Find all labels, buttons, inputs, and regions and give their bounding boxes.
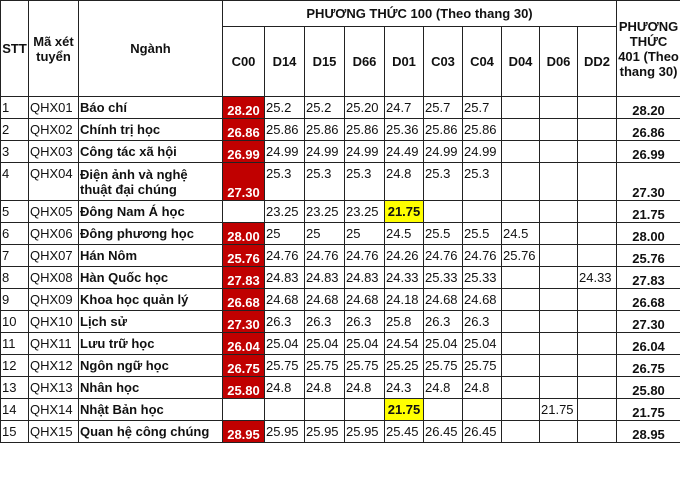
score-d06 <box>540 97 578 119</box>
table-row <box>1 97 680 119</box>
score-d01: 24.3 <box>385 377 424 399</box>
score-c04: 25.04 <box>463 333 502 355</box>
score-d15: 24.76 <box>305 245 345 267</box>
score-dd2 <box>578 421 617 443</box>
row-major-name: Đông phương học <box>79 223 223 245</box>
score-c04: 26.45 <box>463 421 502 443</box>
score-d04 <box>502 311 540 333</box>
score-method-401: 26.75 <box>617 355 680 377</box>
row-stt: 9 <box>1 289 29 311</box>
row-code: QHX11 <box>29 333 79 355</box>
score-c00: 28.20 <box>223 97 265 119</box>
score-c03 <box>424 399 463 421</box>
row-code: QHX14 <box>29 399 79 421</box>
score-d14: 25.75 <box>265 355 305 377</box>
score-d01: 21.75 <box>385 201 424 223</box>
row-stt: 8 <box>1 267 29 289</box>
score-d15: 25 <box>305 223 345 245</box>
score-d14: 24.99 <box>265 141 305 163</box>
score-c03: 25.3 <box>424 163 463 201</box>
score-c03: 25.86 <box>424 119 463 141</box>
score-d01: 24.7 <box>385 97 424 119</box>
row-stt: 14 <box>1 399 29 421</box>
score-method-401: 26.86 <box>617 119 680 141</box>
score-d66: 24.83 <box>345 267 385 289</box>
score-d01: 24.26 <box>385 245 424 267</box>
score-d01: 24.49 <box>385 141 424 163</box>
score-d14: 25.95 <box>265 421 305 443</box>
score-c03: 24.68 <box>424 289 463 311</box>
row-major-name: Nhật Bản học <box>79 399 223 421</box>
score-d14: 25 <box>265 223 305 245</box>
score-c00 <box>223 201 265 223</box>
score-method-401: 28.00 <box>617 223 680 245</box>
score-d04 <box>502 201 540 223</box>
row-code: QHX09 <box>29 289 79 311</box>
score-d04: 25.76 <box>502 245 540 267</box>
score-d15: 25.04 <box>305 333 345 355</box>
score-c00: 25.76 <box>223 245 265 267</box>
row-code: QHX05 <box>29 201 79 223</box>
score-c00: 26.68 <box>223 289 265 311</box>
score-d01: 24.33 <box>385 267 424 289</box>
score-d06 <box>540 421 578 443</box>
score-d66: 24.68 <box>345 289 385 311</box>
score-method-401: 26.04 <box>617 333 680 355</box>
score-c00: 27.30 <box>223 311 265 333</box>
score-d06 <box>540 163 578 201</box>
score-method-401: 27.30 <box>617 163 680 201</box>
score-d04 <box>502 421 540 443</box>
table-row <box>1 311 680 333</box>
score-method-401: 25.80 <box>617 377 680 399</box>
row-code: QHX13 <box>29 377 79 399</box>
score-c03: 24.99 <box>424 141 463 163</box>
score-d06 <box>540 267 578 289</box>
score-d01: 24.18 <box>385 289 424 311</box>
score-c03: 25.33 <box>424 267 463 289</box>
score-c03: 25.04 <box>424 333 463 355</box>
score-d15: 24.99 <box>305 141 345 163</box>
score-d01: 24.54 <box>385 333 424 355</box>
header-code: Mã xét tuyển <box>29 1 79 97</box>
score-dd2: 24.33 <box>578 267 617 289</box>
header-block-d66: D66 <box>345 27 385 97</box>
score-d04 <box>502 119 540 141</box>
header-block-dd2: DD2 <box>578 27 617 97</box>
score-d15: 24.8 <box>305 377 345 399</box>
score-d04 <box>502 97 540 119</box>
score-d14: 24.83 <box>265 267 305 289</box>
score-c03: 25.7 <box>424 97 463 119</box>
score-c04: 25.86 <box>463 119 502 141</box>
score-d66: 26.3 <box>345 311 385 333</box>
row-major-name: Công tác xã hội <box>79 141 223 163</box>
score-d66 <box>345 399 385 421</box>
score-d04 <box>502 141 540 163</box>
score-d66: 23.25 <box>345 201 385 223</box>
score-method-401: 21.75 <box>617 201 680 223</box>
score-d15: 24.68 <box>305 289 345 311</box>
header-block-c04: C04 <box>463 27 502 97</box>
score-c00: 26.75 <box>223 355 265 377</box>
score-dd2 <box>578 377 617 399</box>
score-d01: 25.36 <box>385 119 424 141</box>
table-row <box>1 421 680 443</box>
row-major-name: Đông Nam Á học <box>79 201 223 223</box>
row-code: QHX06 <box>29 223 79 245</box>
score-d15: 23.25 <box>305 201 345 223</box>
score-d14: 25.04 <box>265 333 305 355</box>
score-d66: 25.04 <box>345 333 385 355</box>
score-d14: 25.3 <box>265 163 305 201</box>
score-d66: 24.99 <box>345 141 385 163</box>
score-method-401: 28.95 <box>617 421 680 443</box>
row-code: QHX07 <box>29 245 79 267</box>
header-block-d15: D15 <box>305 27 345 97</box>
row-major-name: Quan hệ công chúng <box>79 421 223 443</box>
row-code: QHX10 <box>29 311 79 333</box>
score-d04 <box>502 289 540 311</box>
score-c00: 26.86 <box>223 119 265 141</box>
row-major-name: Điện ảnh và nghệ thuật đại chúng <box>79 163 223 201</box>
table-row <box>1 399 680 421</box>
score-d66: 25.75 <box>345 355 385 377</box>
header-major: Ngành <box>79 1 223 97</box>
score-c04: 25.75 <box>463 355 502 377</box>
score-d15 <box>305 399 345 421</box>
header-method-100: PHƯƠNG THỨC 100 (Theo thang 30) <box>223 1 617 27</box>
score-d14 <box>265 399 305 421</box>
score-c00 <box>223 399 265 421</box>
score-c03: 26.3 <box>424 311 463 333</box>
row-stt: 12 <box>1 355 29 377</box>
row-major-name: Lịch sử <box>79 311 223 333</box>
score-d66: 25.95 <box>345 421 385 443</box>
score-dd2 <box>578 163 617 201</box>
row-code: QHX15 <box>29 421 79 443</box>
score-d01: 24.5 <box>385 223 424 245</box>
score-c03: 24.76 <box>424 245 463 267</box>
score-d15: 25.95 <box>305 421 345 443</box>
score-dd2 <box>578 97 617 119</box>
row-stt: 13 <box>1 377 29 399</box>
score-method-401: 26.99 <box>617 141 680 163</box>
table-row <box>1 355 680 377</box>
score-method-401: 21.75 <box>617 399 680 421</box>
score-c04: 25.3 <box>463 163 502 201</box>
row-code: QHX08 <box>29 267 79 289</box>
row-stt: 11 <box>1 333 29 355</box>
score-dd2 <box>578 333 617 355</box>
row-major-name: Hán Nôm <box>79 245 223 267</box>
score-dd2 <box>578 119 617 141</box>
score-c04: 25.5 <box>463 223 502 245</box>
row-major-name: Nhân học <box>79 377 223 399</box>
header-block-d06: D06 <box>540 27 578 97</box>
header-block-d04: D04 <box>502 27 540 97</box>
table-row <box>1 141 680 163</box>
score-c04 <box>463 399 502 421</box>
table-row <box>1 289 680 311</box>
score-d06 <box>540 311 578 333</box>
score-d15: 25.2 <box>305 97 345 119</box>
score-c00: 26.99 <box>223 141 265 163</box>
score-c04: 25.7 <box>463 97 502 119</box>
score-dd2 <box>578 223 617 245</box>
score-d14: 25.86 <box>265 119 305 141</box>
score-c04 <box>463 201 502 223</box>
row-stt: 1 <box>1 97 29 119</box>
row-code: QHX03 <box>29 141 79 163</box>
score-c00: 25.80 <box>223 377 265 399</box>
header-stt: STT <box>1 1 29 97</box>
row-code: QHX04 <box>29 163 79 201</box>
score-c00: 28.00 <box>223 223 265 245</box>
score-d14: 25.2 <box>265 97 305 119</box>
score-c03: 24.8 <box>424 377 463 399</box>
score-d66: 24.76 <box>345 245 385 267</box>
row-stt: 6 <box>1 223 29 245</box>
row-stt: 3 <box>1 141 29 163</box>
score-d04 <box>502 377 540 399</box>
score-d15: 25.75 <box>305 355 345 377</box>
score-d14: 24.76 <box>265 245 305 267</box>
row-code: QHX12 <box>29 355 79 377</box>
row-code: QHX02 <box>29 119 79 141</box>
score-d04: 24.5 <box>502 223 540 245</box>
score-method-401: 28.20 <box>617 97 680 119</box>
score-d06 <box>540 355 578 377</box>
table-row <box>1 119 680 141</box>
score-c00: 28.95 <box>223 421 265 443</box>
score-d06 <box>540 245 578 267</box>
score-c04: 24.76 <box>463 245 502 267</box>
score-dd2 <box>578 399 617 421</box>
score-d01: 21.75 <box>385 399 424 421</box>
score-c00: 27.83 <box>223 267 265 289</box>
table-row <box>1 245 680 267</box>
header-block-d14: D14 <box>265 27 305 97</box>
row-stt: 10 <box>1 311 29 333</box>
table-row <box>1 201 680 223</box>
header-method-401: PHƯƠNG THỨC 401 (Theo thang 30) <box>617 1 680 97</box>
score-d66: 25.20 <box>345 97 385 119</box>
score-dd2 <box>578 201 617 223</box>
score-d14: 26.3 <box>265 311 305 333</box>
score-c03: 25.75 <box>424 355 463 377</box>
score-d15: 26.3 <box>305 311 345 333</box>
table-row <box>1 163 680 201</box>
header-block-c03: C03 <box>424 27 463 97</box>
table-row <box>1 223 680 245</box>
table-row <box>1 333 680 355</box>
score-dd2 <box>578 289 617 311</box>
score-c04: 25.33 <box>463 267 502 289</box>
score-dd2 <box>578 355 617 377</box>
score-d15: 25.86 <box>305 119 345 141</box>
score-c04: 24.68 <box>463 289 502 311</box>
score-d14: 24.68 <box>265 289 305 311</box>
row-major-name: Khoa học quản lý <box>79 289 223 311</box>
score-d01: 25.45 <box>385 421 424 443</box>
table-row <box>1 377 680 399</box>
row-major-name: Lưu trữ học <box>79 333 223 355</box>
row-stt: 15 <box>1 421 29 443</box>
score-method-401: 25.76 <box>617 245 680 267</box>
row-code: QHX01 <box>29 97 79 119</box>
score-d15: 24.83 <box>305 267 345 289</box>
score-dd2 <box>578 311 617 333</box>
score-d06 <box>540 119 578 141</box>
score-d01: 24.8 <box>385 163 424 201</box>
row-stt: 5 <box>1 201 29 223</box>
score-d04 <box>502 333 540 355</box>
score-d01: 25.25 <box>385 355 424 377</box>
header-block-c00: C00 <box>223 27 265 97</box>
row-major-name: Hàn Quốc học <box>79 267 223 289</box>
score-d04 <box>502 267 540 289</box>
score-d06 <box>540 289 578 311</box>
header-block-d01: D01 <box>385 27 424 97</box>
score-c04: 26.3 <box>463 311 502 333</box>
score-d06 <box>540 141 578 163</box>
score-method-401: 26.68 <box>617 289 680 311</box>
score-c04: 24.8 <box>463 377 502 399</box>
score-c04: 24.99 <box>463 141 502 163</box>
score-d06: 21.75 <box>540 399 578 421</box>
score-d66: 24.8 <box>345 377 385 399</box>
score-method-401: 27.83 <box>617 267 680 289</box>
score-d04 <box>502 163 540 201</box>
score-d14: 24.8 <box>265 377 305 399</box>
score-c03 <box>424 201 463 223</box>
score-d06 <box>540 201 578 223</box>
score-d01: 25.8 <box>385 311 424 333</box>
score-d15: 25.3 <box>305 163 345 201</box>
score-c03: 25.5 <box>424 223 463 245</box>
score-d06 <box>540 223 578 245</box>
score-d04 <box>502 355 540 377</box>
row-major-name: Báo chí <box>79 97 223 119</box>
score-c00: 26.04 <box>223 333 265 355</box>
table-row <box>1 267 680 289</box>
score-method-401: 27.30 <box>617 311 680 333</box>
row-stt: 7 <box>1 245 29 267</box>
row-major-name: Ngôn ngữ học <box>79 355 223 377</box>
score-dd2 <box>578 245 617 267</box>
score-d66: 25 <box>345 223 385 245</box>
score-c00: 27.30 <box>223 163 265 201</box>
score-d66: 25.3 <box>345 163 385 201</box>
row-stt: 4 <box>1 163 29 201</box>
score-c03: 26.45 <box>424 421 463 443</box>
score-d14: 23.25 <box>265 201 305 223</box>
score-d04 <box>502 399 540 421</box>
row-major-name: Chính trị học <box>79 119 223 141</box>
score-d06 <box>540 377 578 399</box>
score-dd2 <box>578 141 617 163</box>
row-stt: 2 <box>1 119 29 141</box>
score-d66: 25.86 <box>345 119 385 141</box>
score-d06 <box>540 333 578 355</box>
